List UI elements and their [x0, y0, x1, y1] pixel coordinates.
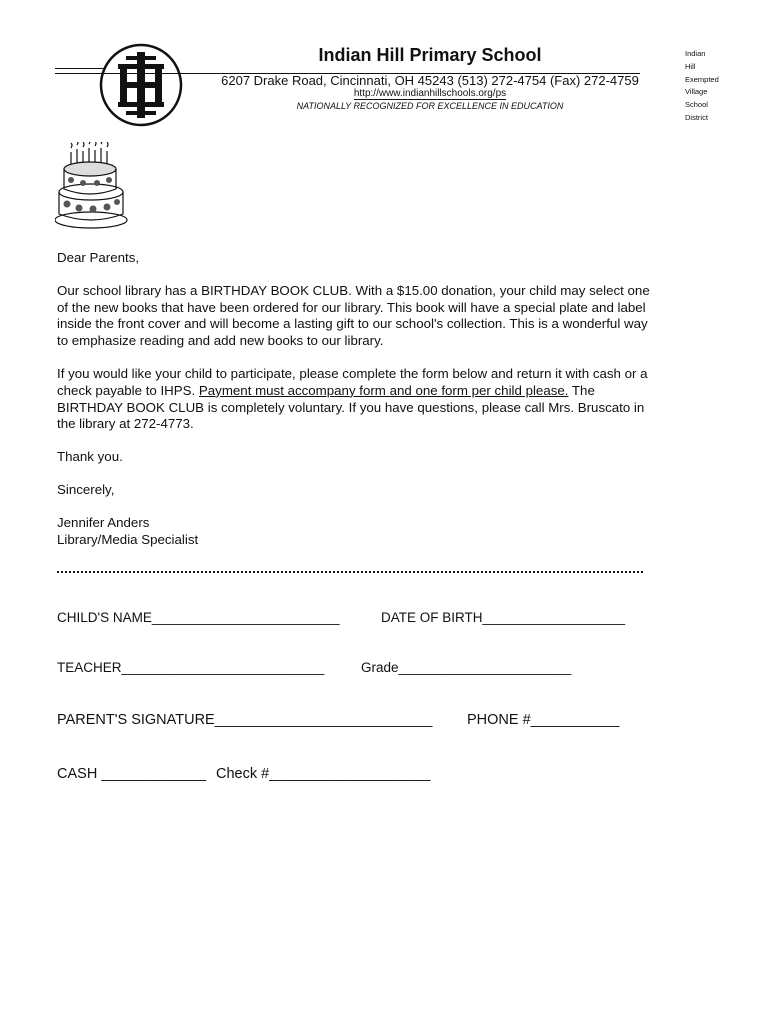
paragraph-intro: Our school library has a BIRTHDAY BOOK CLUB. With a $15.00 donation, your child may select one of the new books that have been ordered for our library. This book will have a special plate and label inside the front cover and will become a lasting gift to our school's collection. This is a wonderful way to emphasize reading and add new books to our library.: [57, 282, 650, 349]
letter-body: [57, 250, 657, 548]
signer-name: Jennifer Anders: [57, 514, 150, 530]
childs-name-field[interactable]: CHILD'S NAME_________________________: [57, 610, 340, 625]
payment-note: Payment must accompany form and one form per child please.: [198, 382, 569, 398]
district-line: Indian: [685, 49, 706, 58]
date-of-birth-field[interactable]: DATE OF BIRTH___________________: [381, 610, 626, 625]
paragraph-instructions: [57, 366, 657, 433]
district-line: School: [685, 100, 708, 110]
instructions-text-end: The BIRTHDAY BOOK CLUB is completely voluntary. If you have questions, please call Mrs. Bruscato in the library at 272-4773.: [57, 382, 645, 432]
school-url[interactable]: [180, 88, 680, 99]
thank-you: Thank you.: [57, 449, 123, 465]
parent-signature-field[interactable]: PARENT'S SIGNATURE___________________________: [57, 712, 433, 728]
teacher-field[interactable]: TEACHER___________________________: [57, 660, 325, 675]
birthday-cake-image: [55, 142, 135, 232]
district-line: Village: [685, 87, 708, 97]
school-url-link[interactable]: http://www.indianhillschools.org/ps: [353, 88, 507, 99]
district-line: Exempted: [685, 74, 719, 84]
phone-field[interactable]: PHONE #___________: [467, 712, 620, 728]
district-line: District: [685, 112, 708, 122]
school-logo: [96, 42, 186, 128]
closing: Sincerely,: [57, 481, 115, 497]
grade-field[interactable]: Grade_______________________: [361, 660, 572, 675]
cut-line: [57, 571, 643, 573]
district-line: Hill: [685, 61, 696, 71]
school-address: 6207 Drake Road, Cincinnati, OH 45243 (513) 272-4754 (Fax) 272-4759: [221, 73, 639, 88]
school-name: Indian Hill Primary School: [318, 45, 542, 65]
school-tagline: NATIONALLY RECOGNIZED FOR EXCELLENCE IN EDUCATION: [296, 101, 564, 111]
cash-field[interactable]: CASH _____________: [57, 766, 207, 782]
salutation: Dear Parents,: [57, 250, 140, 265]
district-name: [685, 48, 719, 125]
check-number-field[interactable]: Check #____________________: [216, 766, 431, 782]
signer-title: Library/Media Specialist: [57, 531, 199, 547]
header-rule-left: [55, 68, 105, 69]
instructions-text: If you would like your child to participate, please complete the form below and return it with cash or a check payable to IHPS.: [57, 365, 648, 398]
